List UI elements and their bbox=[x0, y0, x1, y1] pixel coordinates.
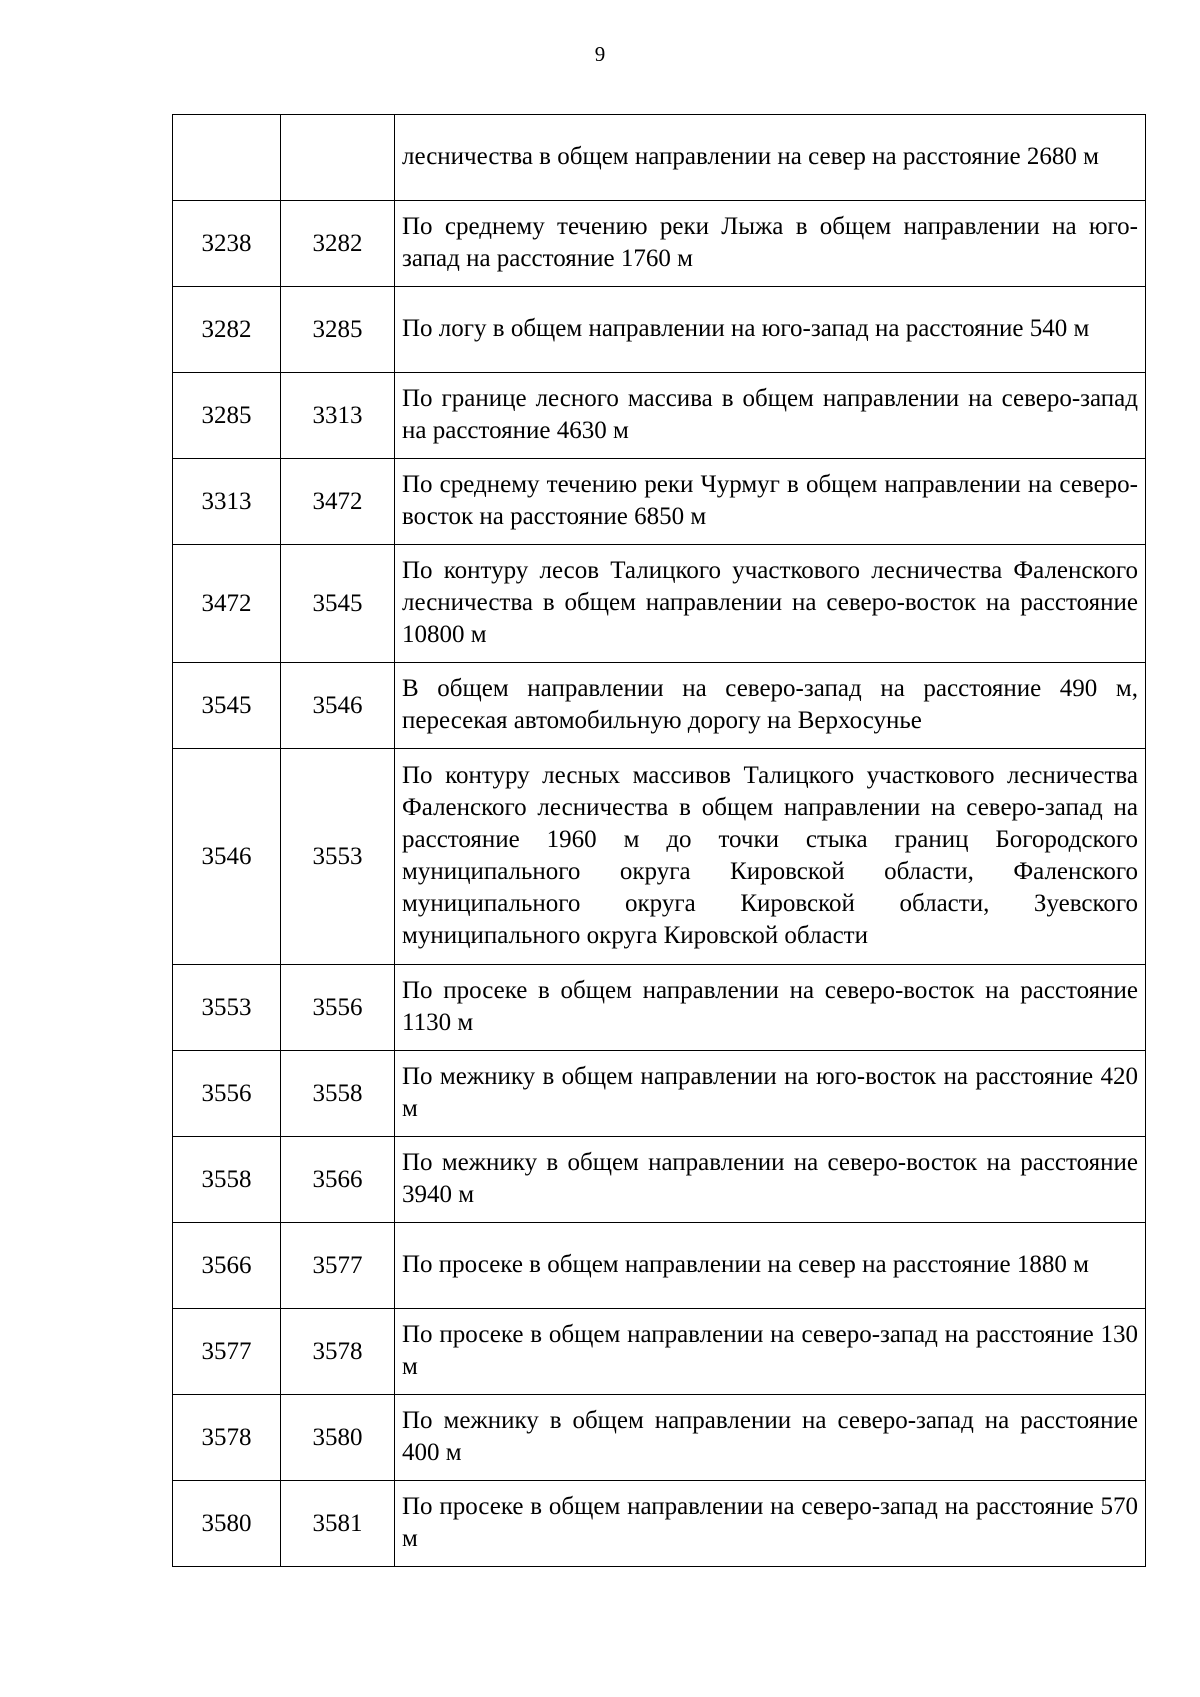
description-cell: По просеке в общем направлении на север на расстояние 1880 м bbox=[395, 1223, 1146, 1309]
description-cell: В общем направлении на северо-запад на расстояние 490 м, пересекая автомобильную дорогу на Верхосунье bbox=[395, 663, 1146, 749]
description-cell: По среднему течению реки Лыжа в общем направлении на юго-запад на расстояние 1760 м bbox=[395, 201, 1146, 287]
description-cell: По межнику в общем направлении на северо-восток на расстояние 3940 м bbox=[395, 1137, 1146, 1223]
description-cell: По среднему течению реки Чурмуг в общем направлении на северо-восток на расстояние 6850 м bbox=[395, 459, 1146, 545]
point-to-cell: 3553 bbox=[281, 749, 395, 965]
point-from-cell: 3558 bbox=[173, 1137, 281, 1223]
boundary-table bbox=[172, 114, 1146, 1567]
point-from-cell: 3545 bbox=[173, 663, 281, 749]
point-from-cell: 3285 bbox=[173, 373, 281, 459]
description-cell: По просеке в общем направлении на северо-запад на расстояние 570 м bbox=[395, 1481, 1146, 1567]
table-row bbox=[173, 545, 1146, 663]
description-cell: По границе лесного массива в общем направлении на северо-запад на расстояние 4630 м bbox=[395, 373, 1146, 459]
table-row bbox=[173, 201, 1146, 287]
page-number: 9 bbox=[594, 42, 606, 66]
description-cell: По контуру лесных массивов Талицкого участкового лесничества Фаленского лесничества в общем направлении на северо-запад на расстояние 1960 м до точки стыка границ Богородского муниципального округа Кировской области, Фаленского муниципального округа Кировской области, Зуевского муниципального округа Кировской области bbox=[395, 749, 1146, 965]
point-from-cell: 3578 bbox=[173, 1395, 281, 1481]
description-cell: По межнику в общем направлении на северо-запад на расстояние 400 м bbox=[395, 1395, 1146, 1481]
point-from-cell: 3566 bbox=[173, 1223, 281, 1309]
point-from-cell: 3546 bbox=[173, 749, 281, 965]
point-to-cell: 3545 bbox=[281, 545, 395, 663]
table-row bbox=[173, 1051, 1146, 1137]
description-cell: По контуру лесов Талицкого участкового лесничества Фаленского лесничества в общем направлении на северо-восток на расстояние 10800 м bbox=[395, 545, 1146, 663]
point-to-cell: 3546 bbox=[281, 663, 395, 749]
table-row bbox=[173, 663, 1146, 749]
table-row bbox=[173, 749, 1146, 965]
point-from-cell bbox=[173, 115, 281, 201]
point-to-cell: 3566 bbox=[281, 1137, 395, 1223]
point-to-cell: 3472 bbox=[281, 459, 395, 545]
point-from-cell: 3580 bbox=[173, 1481, 281, 1567]
description-cell: По просеке в общем направлении на северо-восток на расстояние 1130 м bbox=[395, 965, 1146, 1051]
point-to-cell: 3577 bbox=[281, 1223, 395, 1309]
point-to-cell: 3580 bbox=[281, 1395, 395, 1481]
point-to-cell: 3285 bbox=[281, 287, 395, 373]
description-cell: По межнику в общем направлении на юго-восток на расстояние 420 м bbox=[395, 1051, 1146, 1137]
point-from-cell: 3282 bbox=[173, 287, 281, 373]
table-row bbox=[173, 373, 1146, 459]
point-to-cell: 3282 bbox=[281, 201, 395, 287]
point-to-cell: 3558 bbox=[281, 1051, 395, 1137]
table-row bbox=[173, 965, 1146, 1051]
point-to-cell: 3578 bbox=[281, 1309, 395, 1395]
description-cell: лесничества в общем направлении на север на расстояние 2680 м bbox=[395, 115, 1146, 201]
description-cell: По логу в общем направлении на юго-запад на расстояние 540 м bbox=[395, 287, 1146, 373]
point-to-cell: 3313 bbox=[281, 373, 395, 459]
point-from-cell: 3238 bbox=[173, 201, 281, 287]
table-row bbox=[173, 459, 1146, 545]
point-from-cell: 3577 bbox=[173, 1309, 281, 1395]
point-from-cell: 3313 bbox=[173, 459, 281, 545]
table-row bbox=[173, 1137, 1146, 1223]
point-to-cell: 3556 bbox=[281, 965, 395, 1051]
table-row bbox=[173, 1309, 1146, 1395]
table-row bbox=[173, 287, 1146, 373]
table-row bbox=[173, 1223, 1146, 1309]
point-from-cell: 3553 bbox=[173, 965, 281, 1051]
point-to-cell bbox=[281, 115, 395, 201]
description-cell: По просеке в общем направлении на северо-запад на расстояние 130 м bbox=[395, 1309, 1146, 1395]
table-row bbox=[173, 1395, 1146, 1481]
table-row bbox=[173, 115, 1146, 201]
point-from-cell: 3472 bbox=[173, 545, 281, 663]
point-to-cell: 3581 bbox=[281, 1481, 395, 1567]
point-from-cell: 3556 bbox=[173, 1051, 281, 1137]
table-row bbox=[173, 1481, 1146, 1567]
